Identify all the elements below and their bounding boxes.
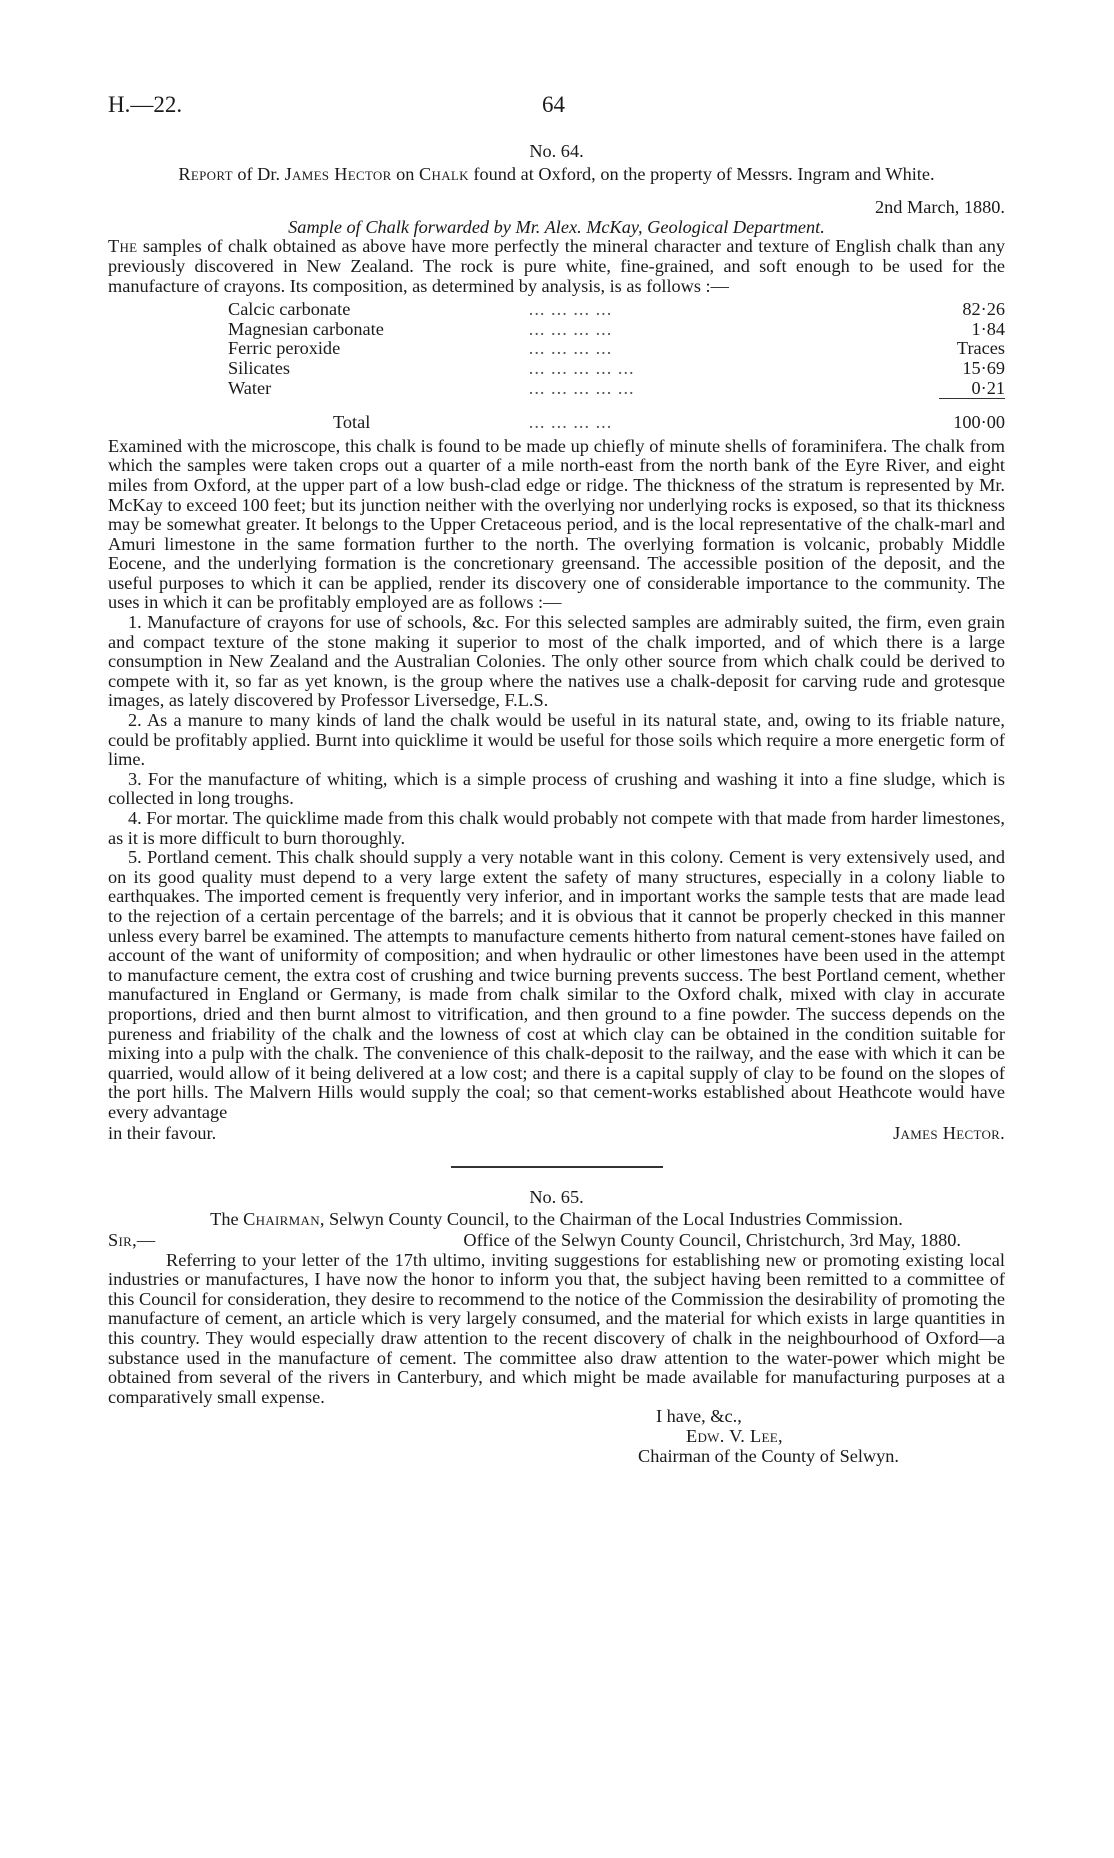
title-part: Report xyxy=(178,163,233,184)
component-value: 1·84 xyxy=(971,318,1005,339)
component-value: 0·21 xyxy=(971,377,1005,398)
composition-row xyxy=(228,320,1005,340)
document-number-65: No. 65. xyxy=(529,1186,584,1207)
component-value: Traces xyxy=(956,338,1005,359)
letter-closing: I have, &c., xyxy=(656,1406,742,1427)
use-item-2: 2. As a manure to many kinds of land the chalk would be useful in its natural state, and, owing to its friable nature, could be profitably applied. Burnt into quicklime it would be useful for those soils which require a more energetic form of lime. xyxy=(108,710,1005,770)
closing-text: in their favour. xyxy=(108,1122,217,1143)
use-item-5: 5. Portland cement. This chalk should supply a very notable want in this colony. Cement is very extensively used, and on its good quality must depend to a very large extent the safety of many structures, especially in a colony liable to earthquakes. The imported cement is frequently very inferior, and in important works the sample tests that are made lead to the rejection of a certain percentage of the barrels; and it is obvious that it cannot be properly checked in this manner unless every barrel be examined. The attempts to manufacture cements hitherto from natural cement-stones have failed on account of the want of uniformity of composition; and when hydraulic or other limestones have been used in the attempt to manufacture cement, the extra cost of crushing and twice burning prevents success. The best Portland cement, whether manufactured in England or Germany, is made from chalk similar to the Oxford chalk, mixed with clay in accurate proportions, dried and then burnt almost to vitrification, and then ground to a fine powder. The success depends on the pureness and friability of the chalk and the lowness of cost at which clay can be obtained in the condition suitable for mixing into a pulp with the chalk. The convenience of this chalk-deposit to the railway, and the ease with which it can be quarried, would allow of it being delivered at a low cost; and there is a capital supply of clay to be found on the slopes of the port hills. The Malvern Hills would supply the coal; so that cement-works established about Heathcote would have every advantage xyxy=(108,847,1005,1122)
component-value: 15·69 xyxy=(962,357,1005,378)
component-name: Ferric peroxide xyxy=(228,338,341,359)
title-part: Chalk xyxy=(419,163,469,184)
page-content xyxy=(108,142,1005,1466)
total-label: Total xyxy=(333,411,371,432)
leader-dots: ... ... ... ... xyxy=(528,318,613,339)
document-reference: H.—22. xyxy=(108,92,183,117)
sample-line: Sample of Chalk forwarded by Mr. Alex. McKay, Geological Department. xyxy=(288,216,825,237)
letter-body: Referring to your letter of the 17th ultimo, inviting suggestions for establishing new or promoting existing local industries or manufactures, I have now the honor to inform you that, the subject having been remitted to a committee of this Council for consideration, they desire to recommend to the notice of the Commission the desirability of promoting the manufacture of cement, an article which is very largely consumed, and the material for which exists in large quantities in this country. They would especially draw attention to the recent discovery of chalk in the neighbourhood of Oxford—a substance used in the manufacture of cement. The committee also draw attention to the water-power which might be obtained from several of the rivers in Canterbury, and which might be made available for manufacturing purposes at a comparatively small expense. xyxy=(108,1249,1005,1407)
use-item-3: 3. For the manufacture of whiting, which is a simple process of crushing and washing it into a fine sludge, which is collected in long troughs. xyxy=(108,768,1005,809)
component-value: 82·26 xyxy=(962,299,1005,320)
title-part: The xyxy=(210,1209,244,1230)
title-part: on xyxy=(391,163,420,184)
leader-dots: ... ... ... ... xyxy=(528,338,613,359)
leader-dots: ... ... ... ... ... xyxy=(528,377,635,398)
composition-row xyxy=(228,339,1005,359)
letter-signer: Edw. V. Lee, xyxy=(686,1426,783,1447)
leader-dots: ... ... ... ... xyxy=(528,411,613,432)
document-number-64: No. 64. xyxy=(529,141,584,161)
title-part: James Hector xyxy=(284,163,392,184)
composition-total-row xyxy=(228,399,1005,433)
intro-lead: The xyxy=(108,236,138,257)
composition-table xyxy=(228,300,1005,433)
intro-paragraph xyxy=(108,237,1005,296)
leader-dots: ... ... ... ... xyxy=(528,299,613,320)
use-item-1: 1. Manufacture of crayons for use of schools, &c. For this selected samples are admirably suited, the firm, even grain and compact texture of the stone making it superior to most of the chalk imported, and of which there is a large consumption in New Zealand and the Australian Colonies. The only other source from which chalk could be derived to compete with it, so far as yet known, is the group where the natives use a chalk-deposit for carving rude and grotesque images, as lately discovered by Professor Liversedge, F.L.S. xyxy=(108,612,1005,711)
total-value: 100·00 xyxy=(939,399,1005,433)
examined-paragraph: Examined with the microscope, this chalk is found to be made up chiefly of minute shells of foraminifera. The chalk from which the samples were taken crops out a quarter of a mile north-east from the north bank of the Eyre River, and eight miles from Oxford, at the upper part of a low bush-clad edge or ridge. The thickness of the stratum is represented by Mr. McKay to exceed 100 feet; but its junction neither with the overlying nor underlying rocks is exposed, so that its thickness may be somewhat greater. It belongs to the Upper Cretaceous period, and is the local representative of the chalk-marl and Amuri limestone in the same formation further to the north. The overlying formation is volcanic, probably Middle Eocene, and the underlying formation is the concretionary greensand. The accessible position of the deposit, and the useful purposes to which it can be applied, render its discovery one of considerable importance to the community. The uses in which it can be profitably employed are as follows :— xyxy=(108,435,1005,613)
signature-hector: James Hector. xyxy=(893,1122,1005,1143)
report-date: 2nd March, 1880. xyxy=(875,197,1005,218)
intro-text: samples of chalk obtained as above have more perfectly the mineral character and texture of English chalk than any previously discovered in New Zealand. The rock is pure white, fine-grained, and soft enough to be used for the manufacture of crayons. Its composition, as determined by analysis, is as follows :— xyxy=(108,236,1005,296)
salutation-line xyxy=(108,1230,1005,1251)
closing-line xyxy=(108,1123,1005,1144)
letter-signer-title: Chairman of the County of Selwyn. xyxy=(638,1445,899,1466)
report-title xyxy=(108,165,1005,185)
letter-address: Office of the Selwyn County Council, Christchurch, 3rd May, 1880. xyxy=(463,1229,961,1250)
composition-row xyxy=(228,379,1005,399)
page-number: 64 xyxy=(542,92,565,117)
section-divider xyxy=(451,1166,663,1168)
title-part: , Selwyn County Council, to the Chairman of the Local Industries Commission. xyxy=(319,1209,903,1230)
composition-row xyxy=(228,300,1005,320)
title-part: Chairman xyxy=(243,1209,320,1230)
salutation: Sir,— xyxy=(108,1229,156,1250)
component-name: Calcic carbonate xyxy=(228,299,351,320)
component-name: Magnesian carbonate xyxy=(228,318,384,339)
use-item-4: 4. For mortar. The quicklime made from this chalk would probably not compete with that made from harder limestones, as it is more difficult to burn thoroughly. xyxy=(108,808,1005,848)
leader-dots: ... ... ... ... ... xyxy=(528,357,635,378)
component-name: Silicates xyxy=(228,357,290,378)
composition-row xyxy=(228,359,1005,379)
title-part: of Dr. xyxy=(232,163,285,184)
title-part: found at Oxford, on the property of Messrs. Ingram and White. xyxy=(468,163,935,184)
letter-title xyxy=(108,1210,1005,1230)
component-name: Water xyxy=(228,377,272,398)
